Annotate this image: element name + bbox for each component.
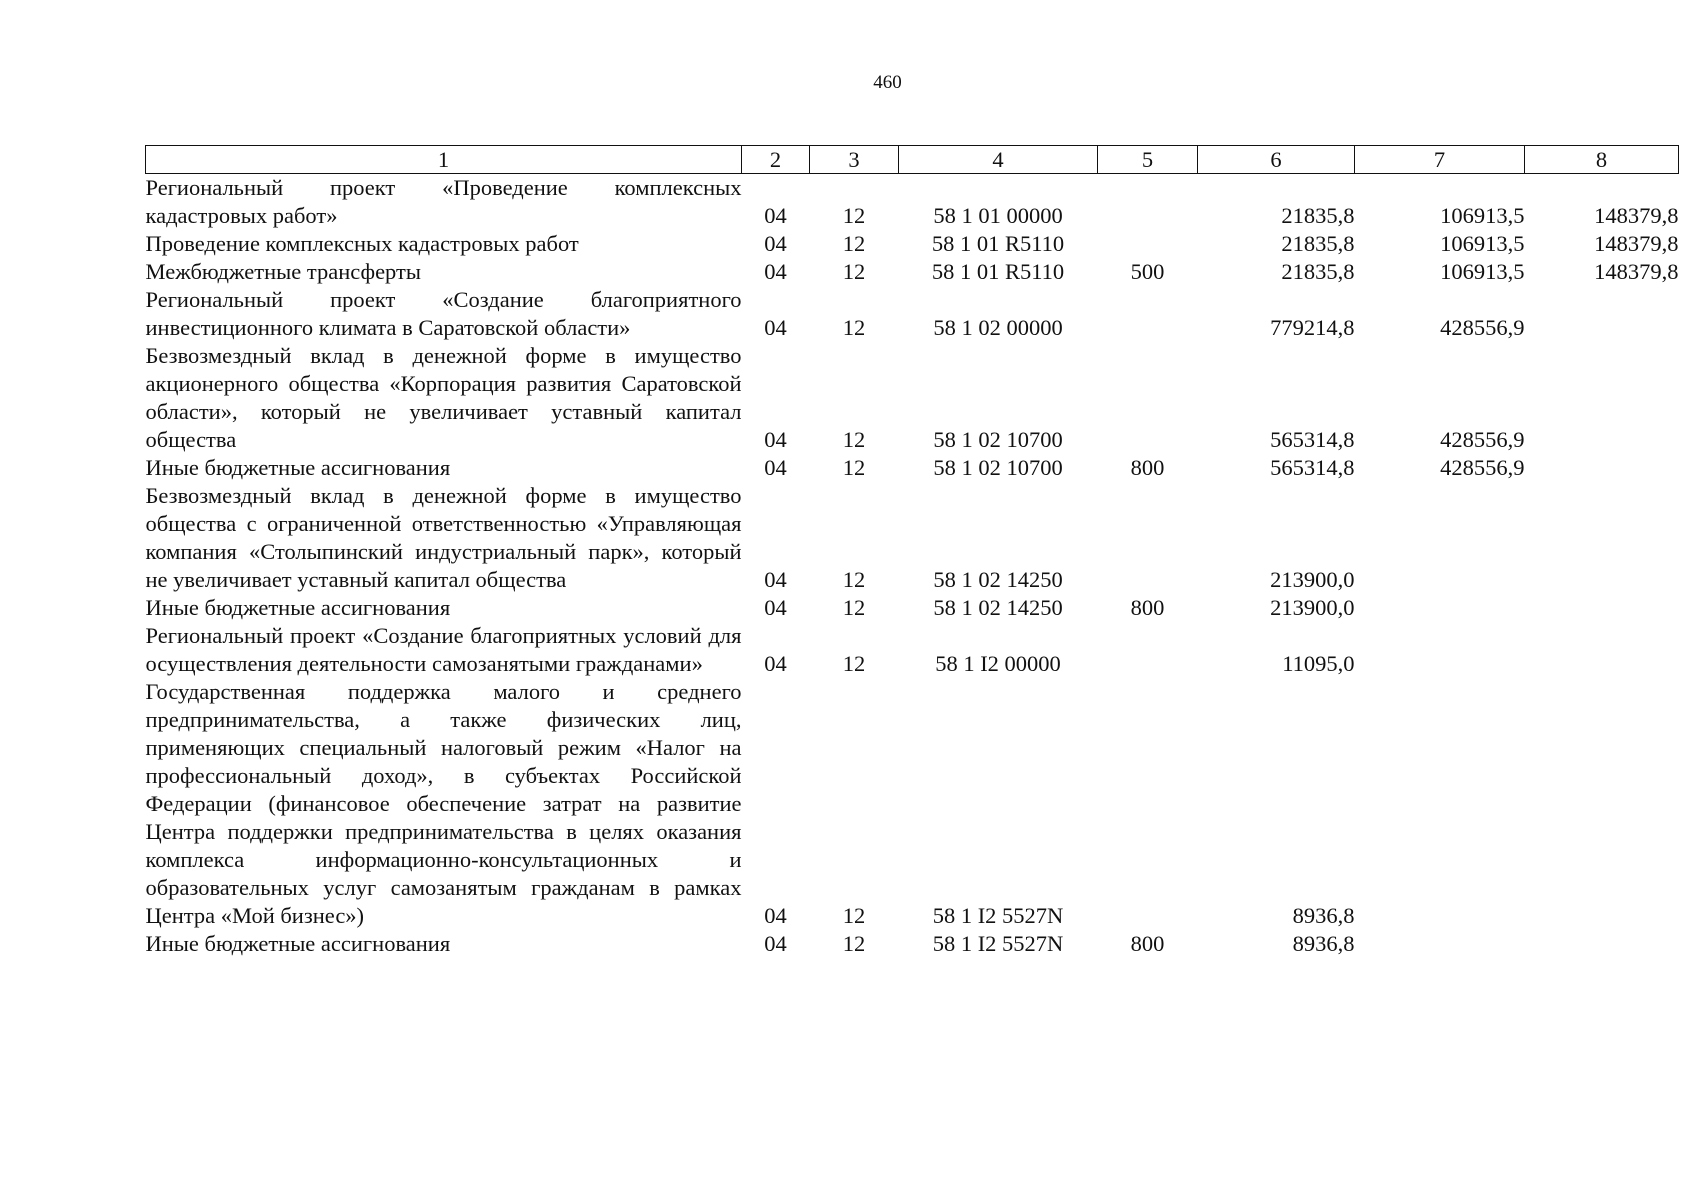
row-target-code: 58 1 01 R5110 — [931, 259, 1065, 284]
row-name: Проведение комплексных кадастровых работ — [145, 231, 579, 256]
row-target-code: 58 1 02 14250 — [933, 567, 1063, 592]
row-target-code: 58 1 02 14250 — [933, 595, 1063, 620]
row-value-col7 — [1355, 482, 1525, 594]
row-value-col6: 565314,8 — [1270, 427, 1355, 452]
row-value-col6: 11095,0 — [1282, 651, 1355, 676]
row-section: 04 — [764, 455, 787, 480]
page-number: 460 — [873, 72, 902, 93]
row-target-code: 58 1 02 10700 — [933, 455, 1063, 480]
column-header-1: 1 — [146, 146, 742, 174]
column-header-5: 5 — [1098, 146, 1198, 174]
row-name: Региональный проект «Создание благоприятного инвестиционного климата в Саратовской области» — [145, 287, 742, 340]
row-target-code: 58 1 01 R5110 — [931, 231, 1065, 256]
row-expense-type — [1098, 678, 1198, 930]
table-row — [146, 594, 1679, 622]
row-value-col7: 428556,9 — [1440, 315, 1525, 340]
row-value-col8 — [1525, 930, 1679, 958]
row-value-col6: 565314,8 — [1270, 455, 1355, 480]
row-subsection: 12 — [842, 315, 866, 340]
row-name: Иные бюджетные ассигнования — [145, 455, 451, 480]
row-value-col7: 106913,5 — [1440, 231, 1525, 256]
table-row — [146, 258, 1679, 286]
row-target-code: 58 1 I2 5527N — [932, 931, 1064, 956]
row-expense-type — [1098, 230, 1198, 258]
row-value-col8: 148379,8 — [1594, 231, 1679, 256]
row-value-col8 — [1525, 622, 1679, 678]
table-row — [146, 622, 1679, 678]
row-subsection: 12 — [842, 259, 866, 284]
table-row — [146, 454, 1679, 482]
row-section: 04 — [764, 203, 787, 228]
row-value-col8 — [1525, 678, 1679, 930]
row-value-col6: 21835,8 — [1281, 259, 1355, 284]
row-subsection: 12 — [842, 567, 866, 592]
row-section: 04 — [764, 259, 787, 284]
row-section: 04 — [764, 595, 787, 620]
row-subsection: 12 — [842, 427, 866, 452]
table-row — [146, 174, 1679, 231]
budget-table — [145, 145, 1679, 958]
row-value-col8 — [1525, 286, 1679, 342]
table-row — [146, 930, 1679, 958]
row-name: Региональный проект «Создание благоприятных условий для осуществления деятельности самозанятыми гражданами» — [145, 623, 742, 676]
row-value-col6: 21835,8 — [1281, 203, 1355, 228]
table-body — [146, 174, 1679, 959]
row-name: Иные бюджетные ассигнования — [145, 931, 451, 956]
row-expense-type — [1098, 286, 1198, 342]
column-header-8: 8 — [1525, 146, 1679, 174]
row-name: Государственная поддержка малого и среднего предпринимательства, а также физических лиц, применяющих специальный налоговый режим «Налог на профессиональный доход», в субъектах Российской Федерации (финансовое обеспечение затрат на развитие Центра поддержки предпринимательства в целях оказания комплекса информационно-консультационных и образовательных услуг самозанятым гражданам в рамках Центра «Мой бизнес») — [145, 679, 742, 928]
row-value-col8 — [1525, 594, 1679, 622]
row-value-col6: 8936,8 — [1292, 903, 1355, 928]
row-value-col7 — [1355, 594, 1525, 622]
row-section: 04 — [764, 651, 787, 676]
row-value-col6: 779214,8 — [1270, 315, 1355, 340]
table-row — [146, 678, 1679, 930]
table-row — [146, 230, 1679, 258]
row-expense-type: 800 — [1130, 455, 1165, 480]
row-subsection: 12 — [842, 903, 866, 928]
column-header-2: 2 — [742, 146, 810, 174]
row-expense-type: 800 — [1130, 931, 1165, 956]
row-expense-type — [1098, 482, 1198, 594]
row-value-col8: 148379,8 — [1594, 259, 1679, 284]
table-row — [146, 482, 1679, 594]
row-expense-type: 500 — [1130, 259, 1165, 284]
row-subsection: 12 — [842, 455, 866, 480]
row-name: Иные бюджетные ассигнования — [145, 595, 451, 620]
row-value-col6: 213900,0 — [1270, 567, 1355, 592]
row-subsection: 12 — [842, 651, 866, 676]
row-value-col7 — [1355, 930, 1525, 958]
table-header-row — [146, 146, 1679, 174]
row-section: 04 — [764, 427, 787, 452]
column-header-4: 4 — [899, 146, 1098, 174]
column-header-3: 3 — [810, 146, 899, 174]
row-subsection: 12 — [842, 231, 866, 256]
row-section: 04 — [764, 903, 787, 928]
row-target-code: 58 1 01 00000 — [933, 203, 1063, 228]
column-header-6: 6 — [1198, 146, 1355, 174]
row-value-col6: 8936,8 — [1292, 931, 1355, 956]
row-target-code: 58 1 I2 00000 — [935, 651, 1061, 676]
row-section: 04 — [764, 931, 787, 956]
row-expense-type: 800 — [1130, 595, 1165, 620]
row-target-code: 58 1 I2 5527N — [932, 903, 1064, 928]
row-value-col7: 106913,5 — [1440, 259, 1525, 284]
row-value-col6: 21835,8 — [1281, 231, 1355, 256]
row-value-col7: 428556,9 — [1440, 455, 1525, 480]
table-row — [146, 342, 1679, 454]
row-value-col7: 106913,5 — [1440, 203, 1525, 228]
row-value-col8 — [1525, 454, 1679, 482]
row-value-col8 — [1525, 482, 1679, 594]
budget-table-container — [145, 145, 1678, 958]
table-row — [146, 286, 1679, 342]
column-header-7: 7 — [1355, 146, 1525, 174]
row-name: Региональный проект «Проведение комплексных кадастровых работ» — [145, 175, 742, 228]
row-target-code: 58 1 02 00000 — [933, 315, 1063, 340]
row-name: Безвозмездный вклад в денежной форме в имущество общества с ограниченной ответственностью «Управляющая компания «Столыпинский индустриальный парк», который не увеличивает уставный капитал общества — [145, 483, 742, 592]
row-subsection: 12 — [842, 931, 866, 956]
row-section: 04 — [764, 567, 787, 592]
row-expense-type — [1098, 342, 1198, 454]
row-section: 04 — [764, 231, 787, 256]
row-value-col7 — [1355, 622, 1525, 678]
row-subsection: 12 — [842, 203, 866, 228]
row-target-code: 58 1 02 10700 — [933, 427, 1063, 452]
row-expense-type — [1098, 174, 1198, 231]
row-section: 04 — [764, 315, 787, 340]
row-subsection: 12 — [842, 595, 866, 620]
row-value-col7: 428556,9 — [1440, 427, 1525, 452]
row-value-col7 — [1355, 678, 1525, 930]
row-name: Безвозмездный вклад в денежной форме в имущество акционерного общества «Корпорация развития Саратовской области», который не увеличивает уставный капитал общества — [145, 343, 742, 452]
row-value-col8: 148379,8 — [1594, 203, 1679, 228]
row-expense-type — [1098, 622, 1198, 678]
row-value-col6: 213900,0 — [1270, 595, 1355, 620]
row-name: Межбюджетные трансферты — [145, 259, 421, 284]
row-value-col8 — [1525, 342, 1679, 454]
